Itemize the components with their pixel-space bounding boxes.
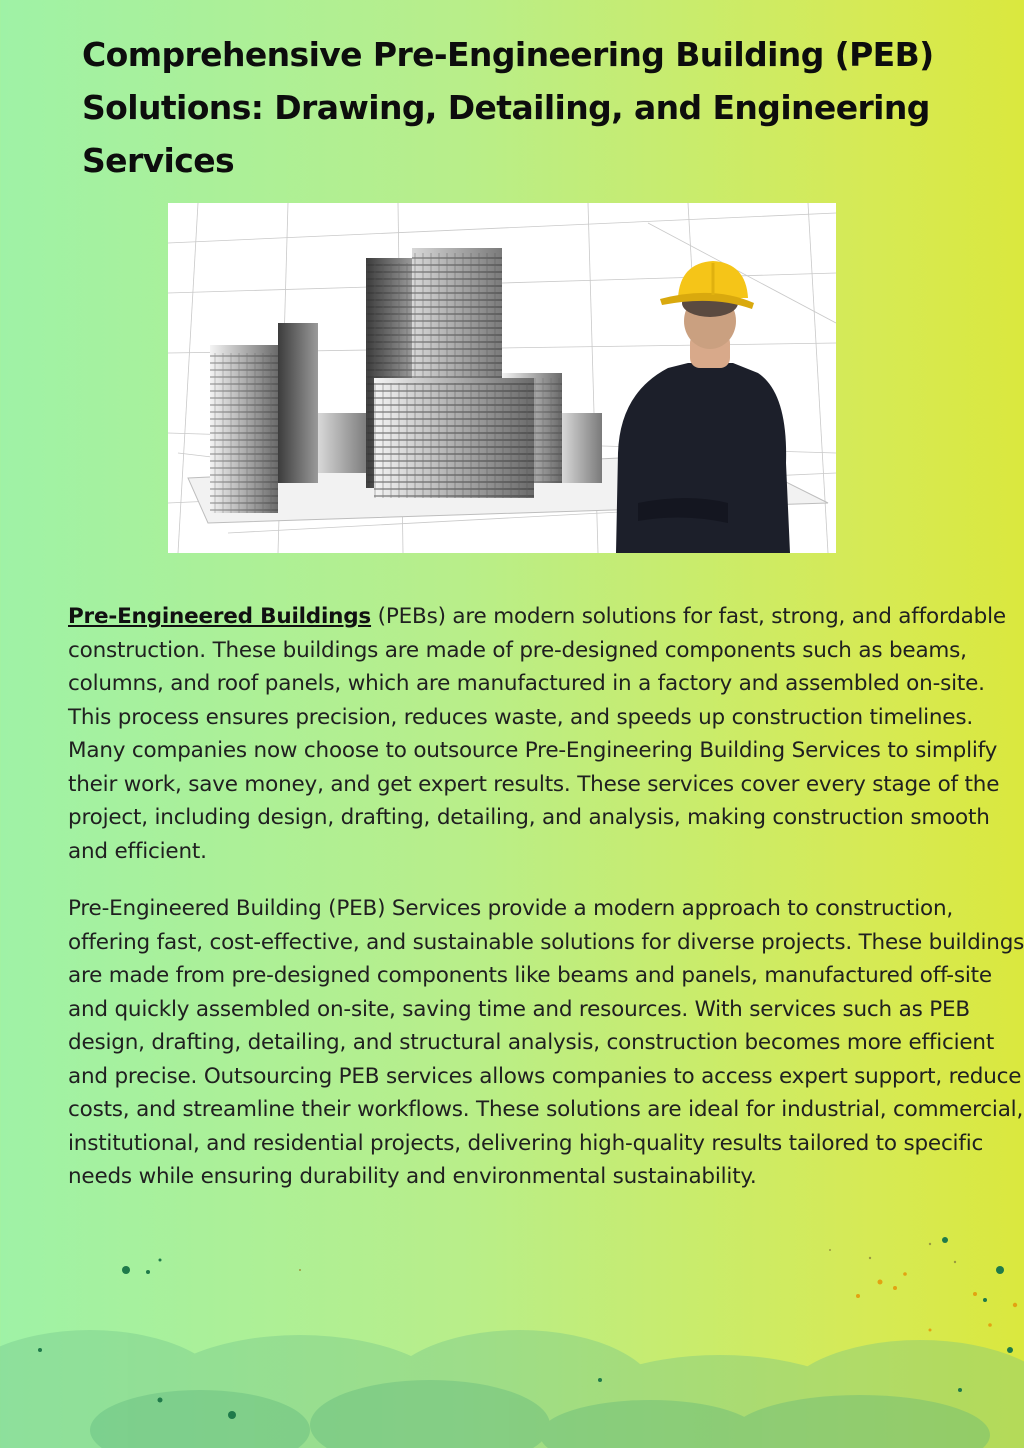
peb-link[interactable]: Pre-Engineered Buildings: [68, 604, 372, 629]
page-title: [82, 28, 962, 187]
title-line-2: Solutions: Drawing, Detailing, and Engineering: [82, 88, 930, 127]
engineer-building-illustration-icon: [168, 203, 836, 553]
hero-image: [168, 203, 836, 553]
paragraph-2: Many companies now choose to outsource Pre-Engineering Building Services to simplify their work, save money, and get expert results. These services cover every stage of the project, including design, drafting, detailing, and analysis, making construction smooth and efficient.: [68, 738, 1000, 864]
buildings: [210, 248, 602, 513]
article-body: [68, 600, 1024, 1194]
title-line-1: Comprehensive Pre-Engineering Building (PEB): [82, 35, 934, 74]
paragraph-3: Pre-Engineered Building (PEB) Services provide a modern approach to construction, offering fast, cost-effective, and sustainable solutions for diverse projects. These buildings are made from pre-designed components like beams and panels, manufactured off-site and quickly assembled on-site, saving time and resources. With services such as PEB design, drafting, detailing, and structural analysis, construction becomes more efficient and precise. Outsourcing PEB services allows companies to access expert support, reduce costs, and streamline their workflows. These solutions are ideal for industrial, commercial, institutional, and residential projects, delivering high-quality results tailored to specific needs while ensuring durability and environmental sustainability.: [68, 896, 1024, 1189]
watercolor-splash-decoration: [0, 1230, 1024, 1448]
engineer-figure: [616, 261, 790, 553]
paragraph-1: [68, 600, 1024, 734]
title-line-3: Services: [82, 141, 235, 180]
paragraph-1-text: (PEBs) are modern solutions for fast, strong, and affordable construction. These buildings are made of pre-designed components such as beams, columns, and roof panels, which are manufactured in a factory and assembled on-site. This process ensures precision, reduces waste, and speeds up construction timelines.: [68, 604, 1006, 730]
